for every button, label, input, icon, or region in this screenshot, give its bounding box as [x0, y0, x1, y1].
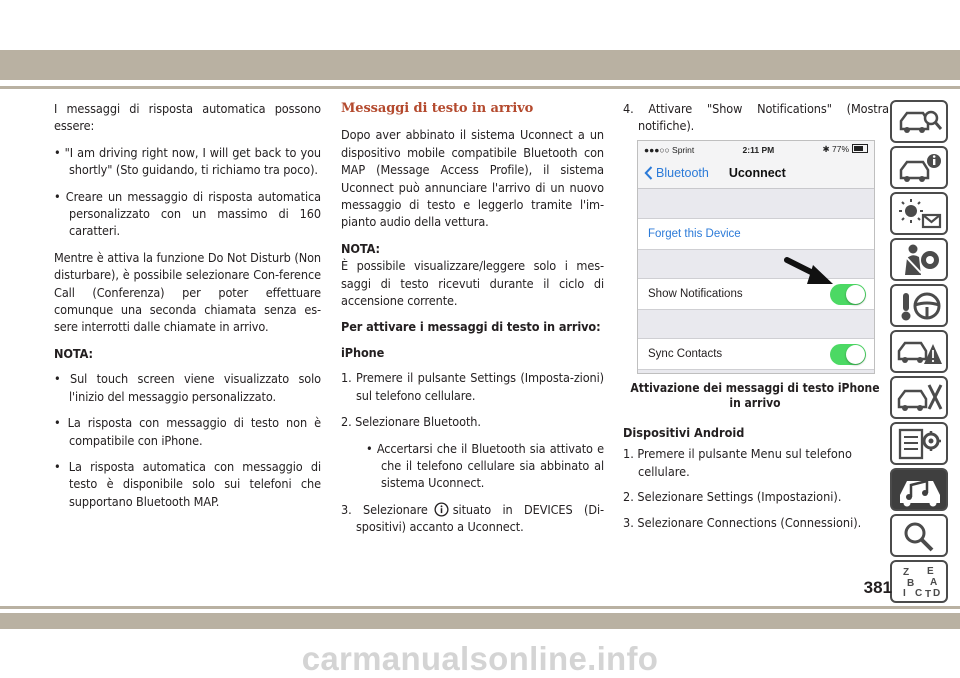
index-letter: E: [927, 566, 934, 577]
android-label: Dispositivi Android: [623, 425, 745, 440]
phone-status-bar: [638, 141, 874, 158]
tab-car-info[interactable]: [890, 146, 948, 189]
tab-index-search[interactable]: [890, 514, 948, 557]
tab-alphabetic-index[interactable]: [890, 560, 948, 603]
watermark: carmanualsonline.info: [301, 640, 659, 677]
index-letter: I: [903, 588, 906, 599]
dashboard-lights-icon: [897, 197, 943, 231]
multimedia-music-icon: [897, 473, 943, 507]
tab-car-warning[interactable]: [890, 330, 948, 373]
column-2: [341, 100, 604, 545]
chevron-left-icon: [644, 166, 653, 180]
tab-seatbelt-airbag[interactable]: [890, 238, 948, 281]
phone-nav-bar: [638, 158, 874, 189]
nav-title: Uconnect: [728, 166, 786, 180]
car-maintenance-icon: [897, 381, 943, 415]
battery-percent: 77%: [831, 144, 849, 154]
step-item: [341, 501, 604, 536]
alphabetic-index-icon: [897, 565, 943, 599]
step3-text-b: situato in DEVICES (Di-spositivi) accanto a Uconnect.: [356, 501, 604, 535]
step-item: 1. Premere il pulsante Menu sul telefono cellulare.: [623, 446, 852, 479]
step-item: 3. Selezionare Connections (Connessioni).: [623, 514, 862, 530]
android-section: [623, 424, 889, 539]
tab-specifications[interactable]: [890, 422, 948, 465]
bottom-color-band: [0, 613, 960, 629]
list-item: • La risposta automatica con messaggio di testo è disponibile solo sui telefoni che supportano Bluetooth MAP.: [54, 458, 321, 509]
back-button[interactable]: [644, 166, 709, 180]
tab-dashboard-lights[interactable]: [890, 192, 948, 235]
index-letter: C: [915, 588, 923, 599]
figure-caption: Attivazione dei messaggi di testo iPhone in arrivo: [630, 381, 880, 410]
car-search-icon: [897, 105, 943, 139]
iphone-screenshot: [637, 140, 875, 374]
carrier-label: ●●●○○ Sprint: [644, 144, 695, 155]
forget-device-row[interactable]: [638, 218, 874, 250]
car-warning-icon: [897, 335, 943, 369]
step-item: 4. Attivare "Show Notifications" (Mostra notifiche).: [623, 101, 889, 134]
top-rule: [0, 86, 960, 89]
list-item: • "I am driving right now, I will get back to you shortly" (Sto guidando, ti richiamo tra poco).: [54, 144, 321, 178]
note-label: NOTA:: [54, 345, 93, 361]
intro-paragraph: I messaggi di risposta automatica possono essere:: [54, 101, 321, 134]
tab-multimedia[interactable]: [890, 468, 948, 511]
seatbelt-airbag-icon: [897, 243, 943, 277]
column-3: [623, 100, 889, 144]
list-item: • La risposta con messaggio di testo non è compatibile con iPhone.: [54, 415, 321, 448]
column-1: [54, 100, 321, 519]
step3-text-a: 3. Selezionare: [341, 501, 428, 517]
intro-paragraph: Dopo aver abbinato il sistema Uconnect a un dispositivo mobile compatibile Bluetooth con MAP (Message Access Profile), il sistema Uconnect può annunciare l'arrivo di un nuovo messaggio di testo e leggerlo tramite l'im-pianto audio della vettura.: [341, 127, 604, 230]
info-icon: [434, 502, 449, 517]
car-info-icon: [897, 151, 943, 185]
index-letter: T: [925, 589, 932, 599]
top-color-band: [0, 50, 960, 80]
bottom-rule: [0, 606, 960, 609]
show-notifications-label: Show Notifications: [648, 288, 743, 300]
index-letter: A: [930, 577, 938, 588]
step-item: 2. Selezionare Bluetooth.: [341, 414, 481, 430]
sync-contacts-row: [638, 338, 874, 370]
time-label: 2:11 PM: [742, 144, 775, 155]
index-letter: D: [933, 588, 941, 599]
tab-car-search[interactable]: [890, 100, 948, 143]
tab-car-maintenance[interactable]: [890, 376, 948, 419]
status-right: [823, 144, 869, 155]
sync-contacts-label: Sync Contacts: [648, 348, 723, 360]
arrow-pointer-icon: [783, 254, 843, 292]
iphone-label: iPhone: [341, 344, 385, 360]
index-letter: B: [907, 578, 915, 589]
steering-wheel-icon: [897, 289, 943, 323]
page-number: 381: [863, 578, 892, 597]
sync-contacts-toggle[interactable]: [830, 344, 866, 365]
bluetooth-icon: ✱: [822, 144, 832, 154]
note-label: NOTA:: [341, 240, 380, 256]
tab-steering-wheel[interactable]: [890, 284, 948, 327]
activate-label: Per attivare i messaggi di testo in arrivo:: [341, 319, 601, 335]
forget-label: Forget this Device: [648, 228, 741, 240]
battery-icon: [852, 144, 868, 153]
list-item: • Accertarsi che il Bluetooth sia attivato e che il telefono cellulare sia abbinato al sistema Uconnect.: [366, 440, 604, 491]
back-label: Bluetooth: [656, 166, 709, 180]
dnd-paragraph: Mentre è attiva la funzione Do Not Disturb (Non disturbare), è possibile selezionare Con-ference Call (Conferenza) per poter effettuare comunque una seconda chiamata senza es-sere interrotti dalle chiamate in arrivo.: [54, 249, 321, 335]
index-search-icon: [897, 519, 943, 553]
step-item: 2. Selezionare Settings (Impostazioni).: [623, 489, 842, 505]
list-item: • Creare un messaggio di risposta automatica personalizzato con un massimo di 160 caratteri.: [54, 188, 321, 239]
note-text: È possibile visualizzare/leggere solo i mes-saggi di testo ricevuti durante il ciclo di accensione corrente.: [341, 258, 604, 309]
list-item: • Sul touch screen viene visualizzato solo l'inizio del messaggio personalizzato.: [54, 371, 321, 404]
index-letter: Z: [903, 567, 910, 578]
section-heading: Messaggi di testo in arrivo: [341, 101, 534, 116]
specifications-gear-icon: [897, 427, 943, 461]
step-item: 1. Premere il pulsante Settings (Imposta-zioni) sul telefono cellulare.: [341, 370, 604, 403]
